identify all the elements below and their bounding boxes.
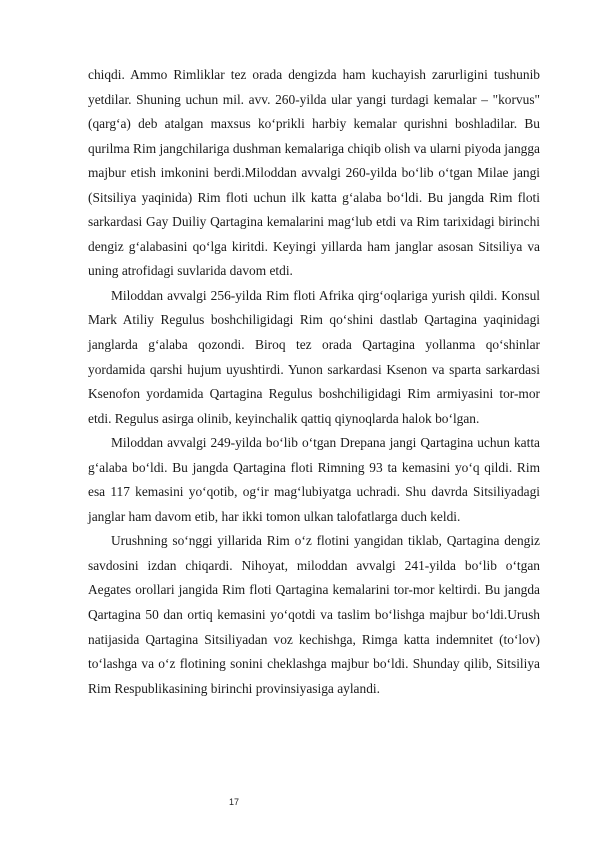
paragraph-2: Miloddan avvalgi 256-yilda Rim floti Afrika qirg‘oqlariga yurish qildi. Konsul Mark Atiliy Regulus boshchiligidagi Rim qo‘shini dastlab Qartagina yaqinidagi janglarda g‘alaba qozondi. Biroq tez orada Qartagina yollanma qo‘shinlar yordamida qarshi hujum uyushtirdi. Yunon sarkardasi Ksenon va sparta sarkardasi Ksenofon yordamida Qartagina Regulus boshchiligidagi Rim armiyasini tor-mor etdi. Regulus asirga olinib, keyinchalik qattiq qiynoqlarda halok bo‘lgan. bbox=[88, 287, 540, 426]
body-text bbox=[88, 63, 540, 701]
paragraph-3: Miloddan avvalgi 249-yilda bo‘lib o‘tgan Drepana jangi Qartagina uchun katta g‘alaba bo‘ldi. Bu jangda Qartagina floti Rimning 93 ta kemasini yo‘q qildi. Rim esa 117 kemasini yo‘qotib, og‘ir mag‘lubiyatga uchradi. Shu davrda Sitsiliyadagi janglar ham davom etib, har ikki tomon ulkan talofatlarga duch keldi. bbox=[88, 435, 540, 524]
paragraph-4: Urushning so‘nggi yillarida Rim o‘z flotini yangidan tiklab, Qartagina dengiz savdosini izdan chiqardi. Nihoyat, miloddan avvalgi 241-yilda bo‘lib o‘tgan Aegates orollari jangida Rim floti Qartagina kemalarini tor-mor keltirdi. Bu jangda Qartagina 50 dan ortiq kemasini yo‘qotdi va taslim bo‘lishga majbur bo‘ldi.Urush natijasida Qartagina Sitsiliyadan voz kechishga, Rimga katta indemnitet (to‘lov) to‘lashga va o‘z flotining sonini cheklashga majbur bo‘ldi. Shunday qilib, Sitsiliya Rim Respublikasining birinchi provinsiyasiga aylandi. bbox=[88, 533, 540, 696]
page-number-label: 17 bbox=[229, 797, 240, 807]
paragraph-1: chiqdi. Ammo Rimliklar tez orada dengizda ham kuchayish zarurligini tushunib yetdilar. Shuning uchun mil. avv. 260-yilda ular yangi turdagi kemalar – "korvus" (qarg‘a) deb atalgan maxsus ko‘prikli harbiy kemalar qurishni boshladilar. Bu qurilma Rim jangchilariga dushman kemalariga chiqib olish va ularni piyoda jangga majbur etish imkonini berdi.Miloddan avvalgi 260-yilda bo‘lib o‘tgan Milae jangi (Sitsiliya yaqinida) Rim floti uchun ilk katta g‘alaba bo‘ldi. Bu jangda Rim floti sarkardasi Gay Duiliy Qartagina kemalarini mag‘lub etdi va Rim tarixidagi birinchi dengiz g‘alabasini qo‘lga kiritdi. Keyingi yillarda ham janglar asosan Sitsiliya va uning atrofidagi suvlarida davom etdi. bbox=[88, 67, 540, 279]
